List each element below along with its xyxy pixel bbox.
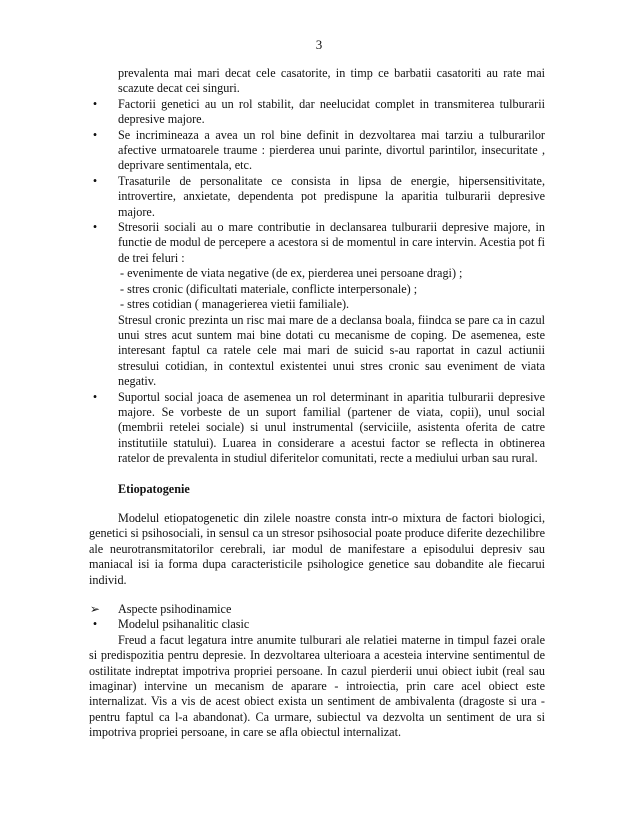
page-number: 3	[315, 37, 323, 52]
list-item	[89, 390, 545, 467]
subheading-text: Aspecte psihodinamice	[118, 602, 232, 616]
stress-type-item: - stres cronic (dificultati materiale, conflicte interpersonale) ;	[120, 281, 418, 296]
list-item	[89, 617, 545, 632]
list-item-text: Trasaturile de personalitate ce consista in lipsa de energie, hipersensitivitate, introvertire, anxietate, dependenta pot predispune la aparitia tulburarii depresive majore.	[118, 173, 545, 219]
subheading-text: Modelul psihanalitic clasic	[118, 617, 250, 632]
bullet-icon: •	[92, 617, 98, 632]
subheading-list	[89, 602, 545, 633]
risk-factor-list	[89, 97, 545, 467]
bullet-icon: •	[92, 96, 98, 111]
bullet-icon: •	[92, 389, 98, 404]
etiopathogenesis-paragraph: Modelul etiopatogenetic din zilele noastre consta intr-o mixtura de factori biologici, genetici si psihosociali, in sensul ca un stresor psihosocial poate produce diferite dezechilibre ale neurotransmitatorilor cerebrali, iar modul de manifestare a episodului depresiv sau maniacal isi ia forma dupa caracteristicile psihologice genetice sau dobandite ale fiecarui individ.	[89, 510, 545, 587]
list-item-text: Factorii genetici au un rol stabilit, dar neelucidat complet in transmiterea tulburarii depresive majore.	[118, 96, 545, 127]
list-item-text: Se incrimineaza a avea un rol bine definit in dezvoltarea mai tarziu a tulburarilor afective urmatoarele traume : pierderea unui parinte, divortul parintilor, insecuritate , deprivare sentimentala, etc.	[118, 127, 545, 173]
list-item	[89, 602, 545, 617]
list-item	[89, 97, 545, 128]
stress-type-item: - evenimente de viata negative (de ex, pierderea unei persoane dragi) ;	[120, 266, 463, 281]
section-heading: Etiopatogenie	[118, 481, 190, 496]
stress-type-item: - stres cotidian ( managerierea vietii familiale).	[120, 297, 350, 312]
stress-intro-text: Stresorii sociali au o mare contributie in declansarea tulburarii depresive majore, in functie de modul de percepere a acestora si de momentul in care intervin. Acestia pot fi de trei feluri :	[118, 220, 545, 265]
arrow-bullet-icon: ➢	[89, 602, 101, 616]
list-item	[89, 220, 545, 389]
bullet-icon: •	[92, 220, 98, 235]
list-item	[89, 128, 545, 174]
document-body	[89, 66, 545, 741]
stress-conclusion-text: Stresul cronic prezinta un risc mai mare de a declansa boala, fiindca se pare ca in cazul unui stres acut suntem mai bine dotati cu mecanisme de coping. De asemenea, este interesant faptul ca ratele cele mai mari de suicid s-au raportat in cazul actiunii stresului cotidian, in contextul existentei unui stres cronic sau eveniment de viata negativ.	[118, 312, 545, 389]
freud-paragraph: Freud a facut legatura intre anumite tulburari ale relatiei materne in timpul fazei orale si predispozitia pentru depresie. In dezvoltarea ulterioara a acesteia intervine sentimentul de ostilitate indreptat impotriva propriei persoane. In cazul pierderii unui obiect iubit (real sau imaginar) intervine un mecanism de aparare - introiectia, prin care acel obiect este internalizat. Vis a vis de acest obiect exista un sentiment de ambivalenta (dragoste si ura - pentru faptul ca l-a abandonat). Ca urmare, subiectul va dezvolta un sentiment de ura si impotriva propriei persoane, in care se afla obiectul internalizat.	[89, 632, 545, 740]
continued-paragraph: prevalenta mai mari decat cele casatorite, in timp ce barbatii casatoriti au rate mai scazute decat cei singuri.	[118, 66, 545, 96]
list-item-text: Suportul social joaca de asemenea un rol determinant in aparitia tulburarii depresive majore. Se vorbeste de un suport familial (partener de viata, copii), unul social (membrii retelei sociale) si unul instrumental (serviciile, asistenta oferita de catre institutiile statului). Luarea in considerare a acestui factor se reflecta in obtinerea ratelor de prevalenta in studiul diferitelor comunitati, recte a mediului urban sau rural.	[118, 389, 545, 466]
list-item	[89, 174, 545, 220]
bullet-icon: •	[92, 173, 98, 188]
bullet-icon: •	[92, 127, 98, 142]
